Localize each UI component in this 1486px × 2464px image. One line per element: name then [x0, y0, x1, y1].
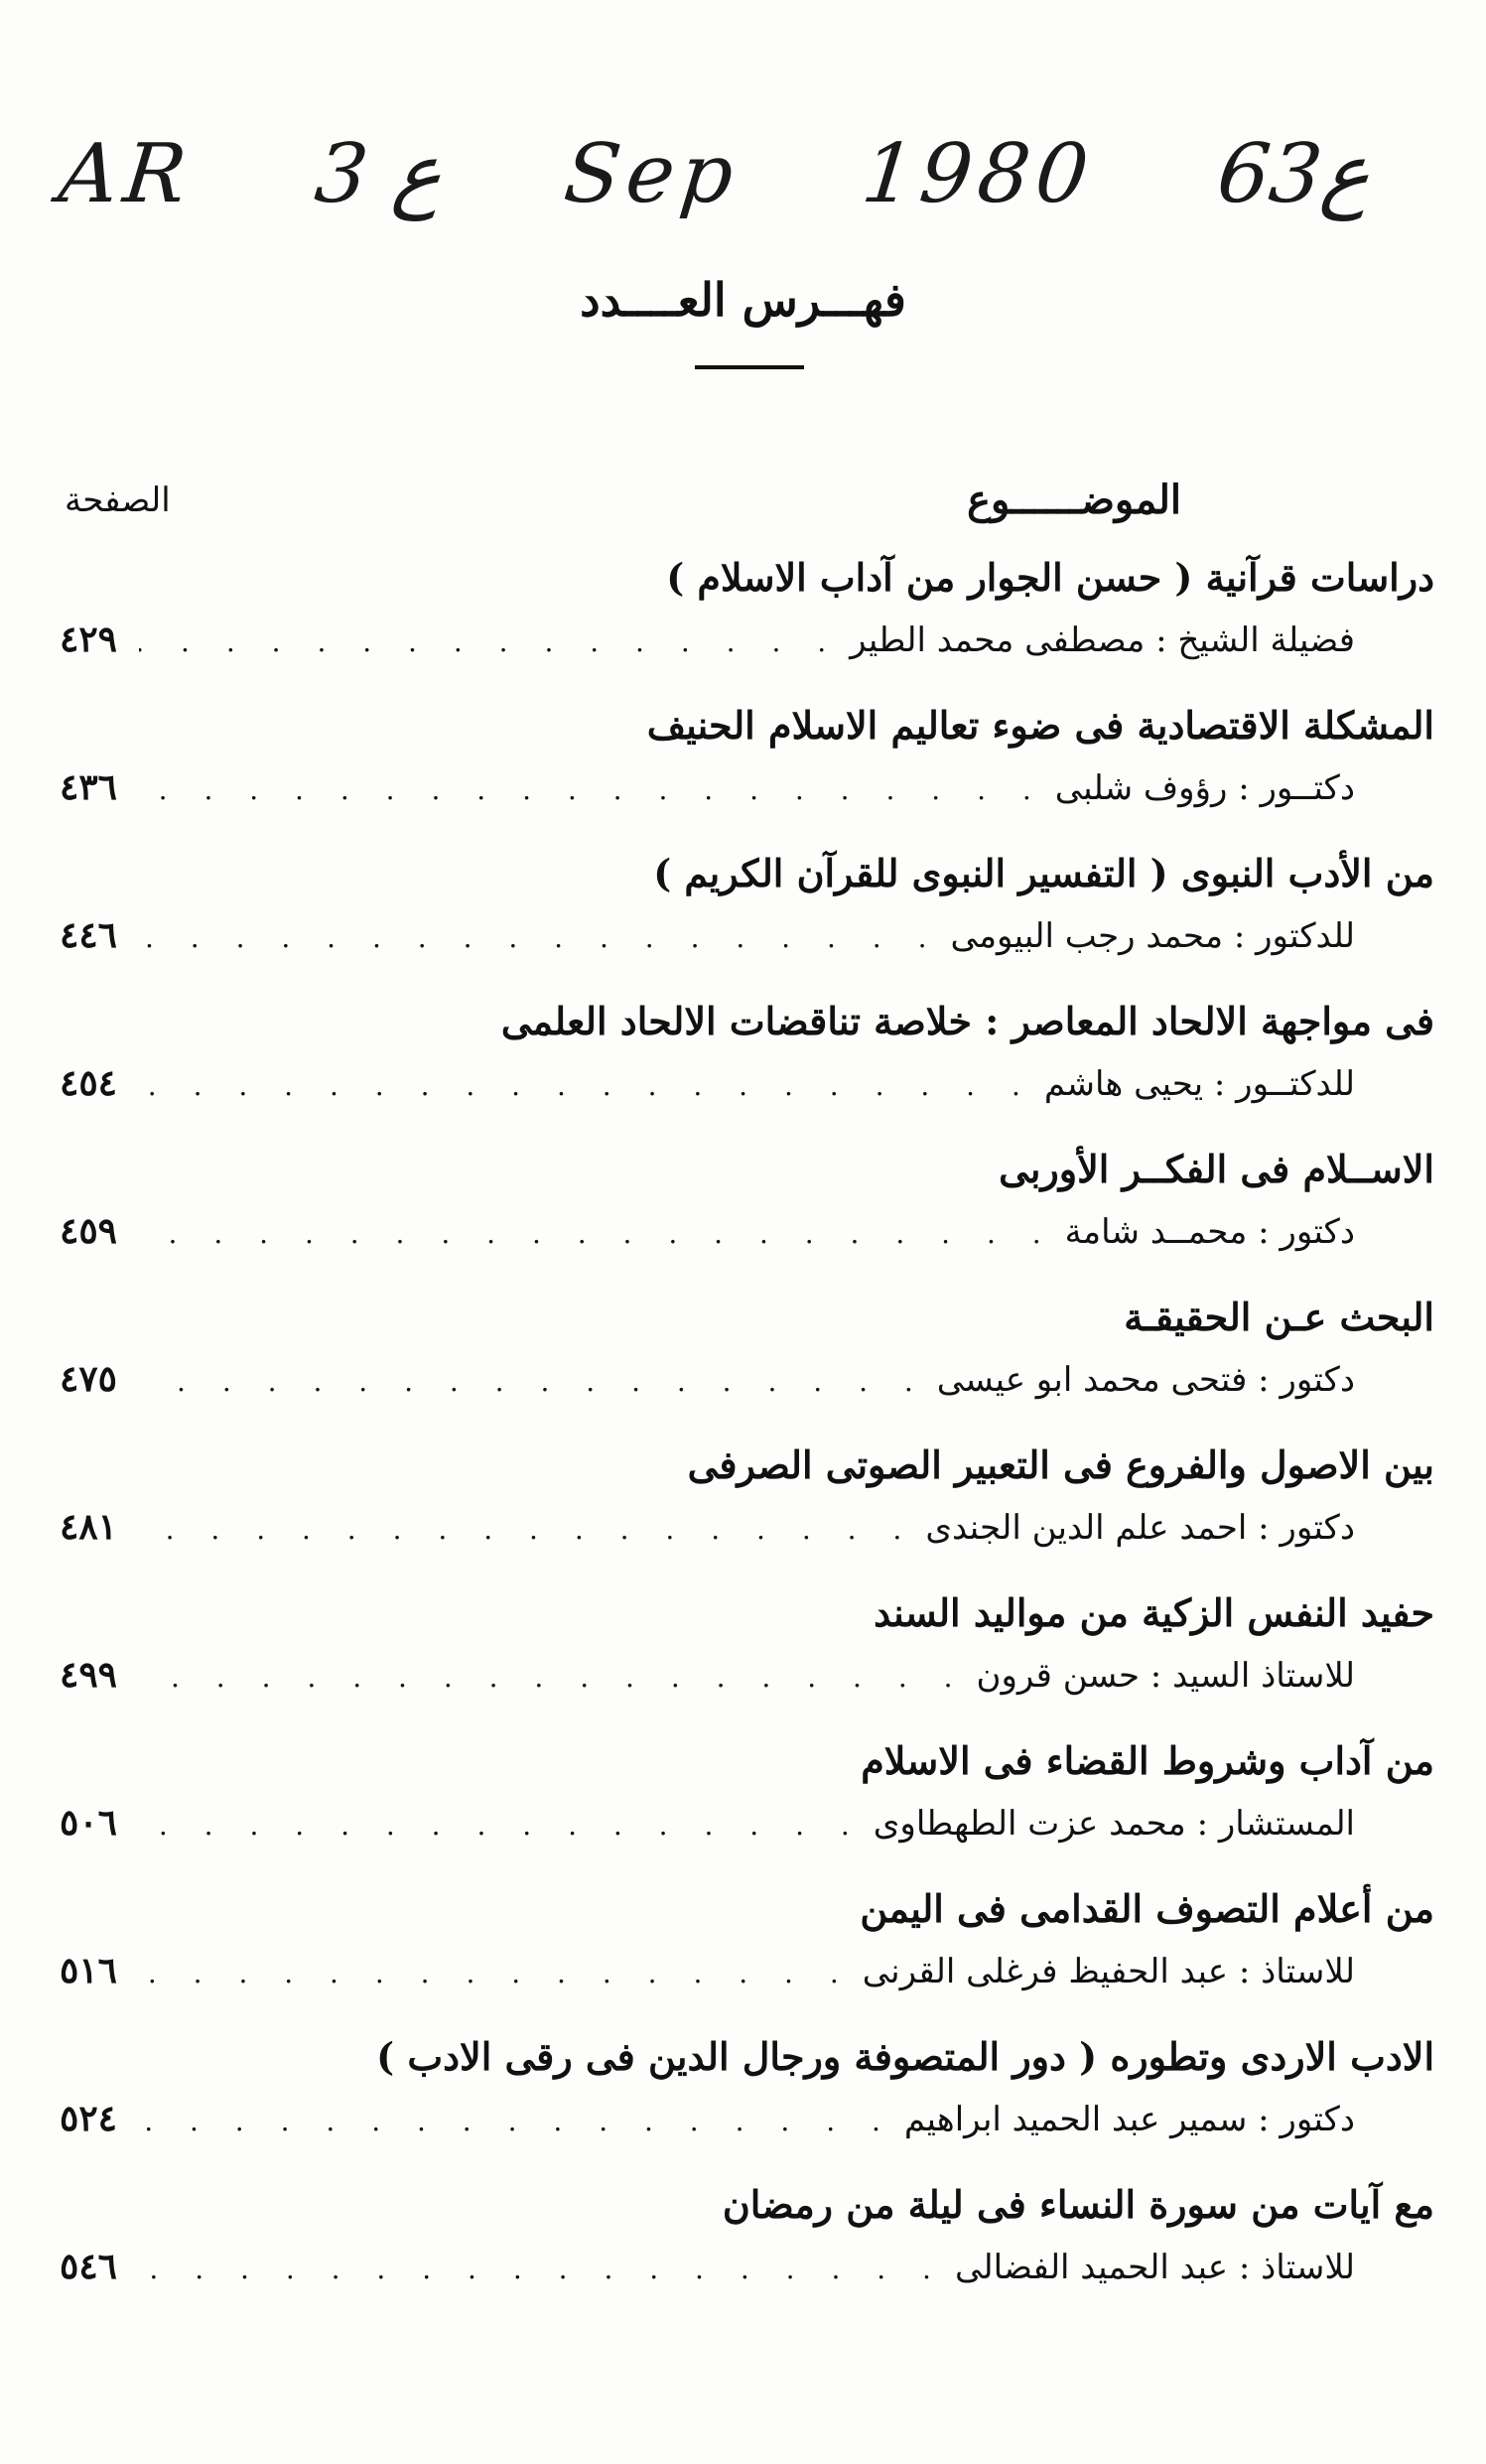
page-column-header: الصفحة: [65, 480, 171, 520]
entry-title: حفيد النفس الزكية من مواليد السند: [874, 1590, 1434, 1635]
entry-author: للاستاذ : عبد الحميد الفضالى: [954, 2248, 1355, 2287]
leader-dots: [139, 1942, 853, 2005]
entry-author: للاستاذ السيد : حسن قرون: [976, 1656, 1355, 1696]
entry-row: [60, 1199, 1434, 1266]
leader-dots: [139, 2090, 894, 2153]
leader-dots: [139, 2238, 945, 2301]
leader-dots: [139, 758, 1045, 822]
entry-author: دكتور : سمير عبد الحميد ابراهيم: [903, 2100, 1355, 2139]
entry-page: ٥٢٤: [60, 2098, 118, 2139]
entry-title: من أعلام التصوف القدامى فى اليمن: [860, 1886, 1434, 1931]
toc-entry: [60, 2027, 1434, 2153]
entry-page: ٤٨١: [60, 1506, 118, 1548]
toc-entry: [60, 1879, 1434, 2005]
toc-entry: [60, 1583, 1434, 1710]
page-title: فهـــرس العــــدد: [580, 273, 906, 327]
handwritten-catalog-note: [55, 119, 1375, 228]
topic-column-header: الموضــــــوع: [967, 477, 1181, 523]
entry-page: ٥٤٦: [60, 2246, 118, 2287]
entry-title: من آداب وشروط القضاء فى الاسلام: [861, 1738, 1434, 1783]
entry-author: للدكتور : محمد رجب البيومى: [950, 916, 1355, 956]
entry-title: البحث عـن الحقيقـة: [1124, 1295, 1434, 1339]
entry-title: المشكلة الاقتصادية فى ضوء تعاليم الاسلام الحنيف: [646, 703, 1434, 748]
entry-row: [60, 2087, 1434, 2153]
leader-dots: [139, 1498, 915, 1562]
entry-title: الاســلام فى الفكــر الأوربى: [999, 1147, 1434, 1191]
entry-author: المستشار : محمد عزت الطهطاوى: [873, 1804, 1355, 1844]
entry-page: ٤٢٩: [60, 618, 118, 660]
entry-title: دراسات قرآنية ( حسن الجوار من آداب الاسلام ): [666, 555, 1434, 600]
entry-title: مع آيات من سورة النساء فى ليلة من رمضان: [722, 2182, 1434, 2227]
leader-dots: [139, 1646, 967, 1710]
column-headers: [55, 477, 1434, 536]
entry-page: ٤٥٤: [60, 1062, 118, 1104]
toc-entry: [60, 548, 1434, 674]
toc-entry: [60, 696, 1434, 822]
leader-dots: [139, 1202, 1055, 1266]
entry-row: [60, 1791, 1434, 1857]
entry-row: [60, 1495, 1434, 1562]
handwritten-month: Sep: [560, 126, 744, 221]
entry-author: دكتور : احمد علم الدين الجندى: [925, 1508, 1355, 1548]
entry-row: [60, 755, 1434, 822]
toc-entry: [60, 2175, 1434, 2301]
entry-page: ٤٩٩: [60, 1654, 118, 1696]
title-underline: [695, 365, 804, 369]
toc-entry: [60, 1731, 1434, 1857]
leader-dots: [139, 906, 940, 970]
entry-page: ٥١٦: [60, 1950, 118, 1991]
handwritten-volume: 63ع: [1212, 126, 1375, 221]
entry-page: ٥٠٦: [60, 1802, 118, 1844]
toc-entry: [60, 1288, 1434, 1414]
entry-author: دكتور : فتحى محمد ابو عيسى: [936, 1360, 1355, 1400]
table-of-contents: [60, 548, 1434, 2323]
entry-title: بين الاصول والفروع فى التعبير الصوتى الصرفى: [687, 1442, 1434, 1487]
entry-row: [60, 608, 1434, 674]
handwritten-issue: 3 ع: [310, 126, 447, 221]
entry-title: من الأدب النبوى ( التفسير النبوى للقرآن الكريم ): [653, 851, 1434, 895]
entry-row: [60, 2235, 1434, 2301]
entry-page: ٤٧٥: [60, 1358, 118, 1400]
entry-author: للاستاذ : عبد الحفيظ فرغلى القرنى: [862, 1952, 1355, 1991]
handwritten-year: 1980: [858, 126, 1100, 221]
entry-page: ٤٥٩: [60, 1210, 118, 1252]
entry-page: ٤٣٦: [60, 766, 118, 808]
entry-row: [60, 903, 1434, 970]
toc-entry: [60, 992, 1434, 1118]
entry-author: دكتــور : رؤوف شلبى: [1054, 768, 1355, 808]
entry-row: [60, 1347, 1434, 1414]
entry-row: [60, 1939, 1434, 2005]
leader-dots: [139, 1350, 927, 1414]
leader-dots: [139, 1794, 864, 1857]
leader-dots: [139, 611, 840, 674]
handwritten-code: AR: [55, 126, 197, 221]
entry-author: دكتور : محمــد شامة: [1064, 1212, 1355, 1252]
entry-row: [60, 1051, 1434, 1118]
entry-row: [60, 1643, 1434, 1710]
toc-entry: [60, 1140, 1434, 1266]
entry-author: فضيلة الشيخ : مصطفى محمد الطير: [850, 620, 1355, 660]
leader-dots: [139, 1054, 1034, 1118]
entry-title: فى مواجهة الالحاد المعاصر : خلاصة تناقضات الالحاد العلمى: [500, 999, 1434, 1043]
toc-entry: [60, 844, 1434, 970]
entry-page: ٤٤٦: [60, 914, 118, 956]
entry-author: للدكتــور : يحيى هاشم: [1043, 1064, 1355, 1104]
entry-title: الادب الاردى وتطوره ( دور المتصوفة ورجال الدين فى رقى الادب ): [376, 2034, 1434, 2079]
toc-entry: [60, 1436, 1434, 1562]
